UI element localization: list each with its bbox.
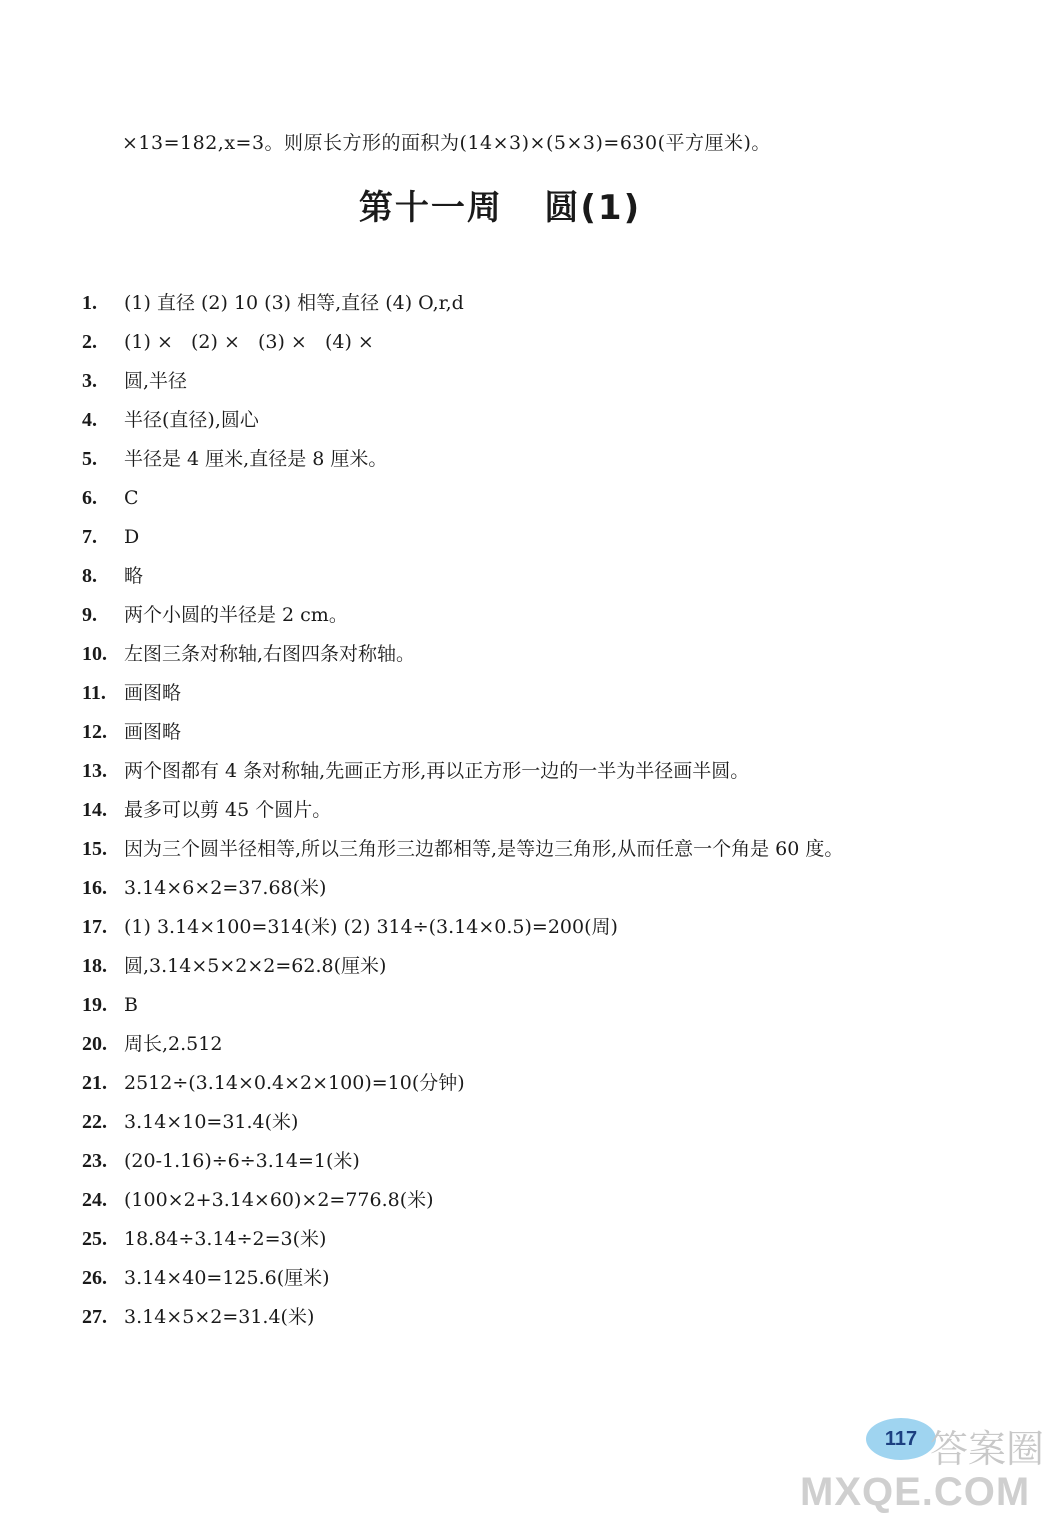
answer-item	[82, 1103, 922, 1142]
answer-number: 13.	[82, 760, 107, 782]
answer-number: 25.	[82, 1228, 107, 1250]
answer-item	[82, 323, 922, 362]
answer-item	[82, 284, 922, 323]
answer-text: 两个小圆的半径是 2 cm。	[124, 604, 348, 626]
answer-number: 19.	[82, 994, 107, 1016]
answer-number: 22.	[82, 1111, 107, 1133]
answer-text: (1) × (2) × (3) × (4) ×	[124, 331, 374, 353]
continued-answer-line: ×13=182,x=3。则原长方形的面积为(14×3)×(5×3)=630(平方厘米)。	[122, 132, 771, 154]
section-title: 第十一周 圆(1)	[358, 188, 642, 228]
answer-text: 周长,2.512	[124, 1033, 223, 1055]
answer-text: 3.14×6×2=37.68(米)	[124, 877, 327, 899]
answer-number: 1.	[82, 292, 97, 314]
answer-text: D	[124, 526, 140, 548]
answer-item	[82, 869, 922, 908]
answer-number: 17.	[82, 916, 107, 938]
answer-number: 23.	[82, 1150, 107, 1172]
answer-item	[82, 401, 922, 440]
answer-text: 半径是 4 厘米,直径是 8 厘米。	[124, 448, 388, 470]
watermark-logo-text: 答案圈	[930, 1427, 1044, 1471]
answer-number: 11.	[82, 682, 106, 704]
answer-text: 18.84÷3.14÷2=3(米)	[124, 1228, 327, 1250]
answer-number: 14.	[82, 799, 107, 821]
answer-item	[82, 440, 922, 479]
watermark-url: MXQE.COM	[800, 1470, 1031, 1514]
answer-number: 2.	[82, 331, 97, 353]
answer-item	[82, 713, 922, 752]
answer-item	[82, 362, 922, 401]
answer-text: C	[124, 487, 139, 509]
page-number-badge	[866, 1418, 936, 1460]
answer-text: 最多可以剪 45 个圆片。	[124, 799, 332, 821]
answer-number: 4.	[82, 409, 97, 431]
answer-text: 两个图都有 4 条对称轴,先画正方形,再以正方形一边的一半为半径画半圆。	[124, 760, 750, 782]
answer-text: 画图略	[124, 721, 182, 743]
answer-number: 26.	[82, 1267, 107, 1289]
answer-number: 12.	[82, 721, 107, 743]
answer-item	[82, 947, 922, 986]
answer-text: 3.14×10=31.4(米)	[124, 1111, 299, 1133]
answer-number: 7.	[82, 526, 97, 548]
answer-item	[82, 557, 922, 596]
answer-item	[82, 1025, 922, 1064]
answer-number: 3.	[82, 370, 97, 392]
answer-item	[82, 1064, 922, 1103]
answer-number: 27.	[82, 1306, 107, 1328]
answer-number: 21.	[82, 1072, 107, 1094]
answer-text: (20-1.16)÷6÷3.14=1(米)	[124, 1150, 360, 1172]
answer-item	[82, 986, 922, 1025]
answer-item	[82, 596, 922, 635]
answer-item	[82, 518, 922, 557]
page-number: 117	[884, 1427, 918, 1450]
answer-number: 15.	[82, 838, 107, 860]
answer-text: (1) 直径 (2) 10 (3) 相等,直径 (4) O,r,d	[124, 292, 464, 314]
answer-text: 圆,3.14×5×2×2=62.8(厘米)	[124, 955, 387, 977]
answer-number: 20.	[82, 1033, 107, 1055]
answer-item	[82, 479, 922, 518]
answer-item	[82, 635, 922, 674]
answer-item	[82, 908, 922, 947]
answer-number: 5.	[82, 448, 97, 470]
answer-text: 3.14×5×2=31.4(米)	[124, 1306, 315, 1328]
answer-item	[82, 1259, 922, 1298]
answer-number: 10.	[82, 643, 107, 665]
answer-number: 9.	[82, 604, 97, 626]
answer-text: 圆,半径	[124, 370, 188, 392]
answer-item	[82, 830, 922, 869]
answer-text: 略	[124, 565, 144, 587]
answer-text: 画图略	[124, 682, 182, 704]
answer-item	[82, 791, 922, 830]
answer-item	[82, 752, 922, 791]
answer-text: 3.14×40=125.6(厘米)	[124, 1267, 330, 1289]
answer-text: 左图三条对称轴,右图四条对称轴。	[124, 643, 416, 665]
answer-text: B	[124, 994, 138, 1016]
answer-item	[82, 1181, 922, 1220]
answer-number: 6.	[82, 487, 97, 509]
answer-list	[82, 284, 922, 1337]
answer-item	[82, 1298, 922, 1337]
answer-number: 16.	[82, 877, 107, 899]
answer-number: 24.	[82, 1189, 107, 1211]
answer-text: (100×2+3.14×60)×2=776.8(米)	[124, 1189, 434, 1211]
answer-item	[82, 674, 922, 713]
answer-text: 2512÷(3.14×0.4×2×100)=10(分钟)	[124, 1072, 465, 1094]
answer-number: 18.	[82, 955, 107, 977]
answer-text: 因为三个圆半径相等,所以三角形三边都相等,是等边三角形,从而任意一个角是 60 度。	[124, 838, 844, 860]
answer-item	[82, 1142, 922, 1181]
answer-text: (1) 3.14×100=314(米) (2) 314÷(3.14×0.5)=200(周)	[124, 916, 618, 938]
answer-text: 半径(直径),圆心	[124, 409, 259, 431]
answer-item	[82, 1220, 922, 1259]
answer-number: 8.	[82, 565, 97, 587]
